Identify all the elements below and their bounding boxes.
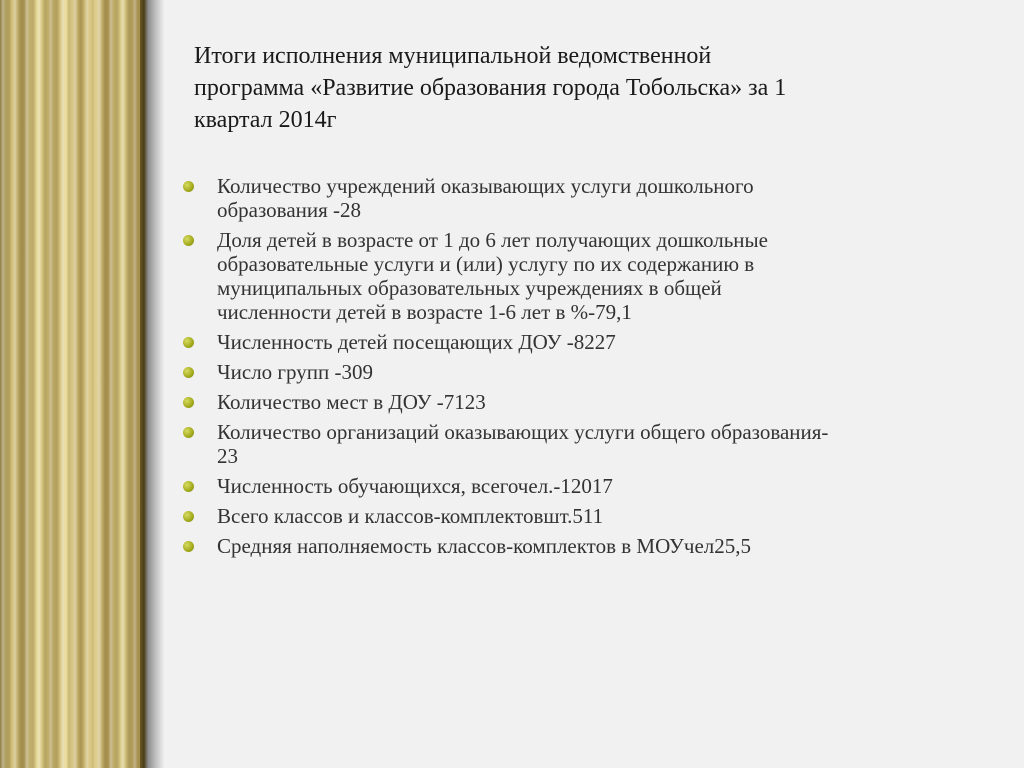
bullet-dot-icon xyxy=(183,541,194,552)
bullet-line: Количество организаций оказывающих услуги общего образования- xyxy=(217,420,829,444)
bullet-dot-icon xyxy=(183,427,194,438)
title-line: программа «Развитие образования города Тобольска» за 1 xyxy=(194,75,787,101)
bullet-dot-icon xyxy=(183,481,194,492)
bullet-dot-icon xyxy=(183,397,194,408)
slide-title xyxy=(194,40,994,136)
bullet-line: Средняя наполняемость классов-комплектов в МОУчел25,5 xyxy=(217,534,752,558)
bullet-line: Численность обучающихся, всегочел.-12017 xyxy=(217,474,613,498)
title-line: Итоги исполнения муниципальной ведомственной xyxy=(194,43,712,69)
bullet-item xyxy=(180,174,980,222)
bullet-line: Численность детей посещающих ДОУ -8227 xyxy=(217,330,616,354)
bullet-dot-icon xyxy=(183,235,194,246)
bullet-list xyxy=(180,174,980,564)
bullet-dot-icon xyxy=(183,367,194,378)
title-line: квартал 2014г xyxy=(194,107,337,133)
bullet-line: Всего классов и классов-комплектовшт.511 xyxy=(217,504,604,528)
bullet-dot-icon xyxy=(183,181,194,192)
bullet-item xyxy=(180,420,980,468)
bullet-line: Количество мест в ДОУ -7123 xyxy=(217,390,486,414)
bullet-dot-icon xyxy=(183,337,194,348)
bullet-item xyxy=(180,390,980,414)
bullet-line: Количество учреждений оказывающих услуги дошкольного xyxy=(217,174,754,198)
bullet-line: муниципальных образовательных учреждениях в общей xyxy=(217,276,722,300)
bullet-line: Число групп -309 xyxy=(217,360,373,384)
bullet-line: 23 xyxy=(217,444,238,468)
bullet-item xyxy=(180,504,980,528)
bullet-item xyxy=(180,330,980,354)
bullet-item xyxy=(180,228,980,324)
bullet-line: численности детей в возрасте 1-6 лет в %-79,1 xyxy=(217,300,632,324)
bullet-line: Доля детей в возрасте от 1 до 6 лет получающих дошкольные xyxy=(217,228,768,252)
bullet-line: образования -28 xyxy=(217,198,362,222)
bullet-item xyxy=(180,360,980,384)
curtain-shadow-edge xyxy=(140,0,164,768)
bullet-dot-icon xyxy=(183,511,194,522)
bullet-item xyxy=(180,474,980,498)
bullet-line: образовательные услуги и (или) услугу по их содержанию в xyxy=(217,252,755,276)
gold-curtain-decoration xyxy=(0,0,150,768)
bullet-item xyxy=(180,534,980,558)
